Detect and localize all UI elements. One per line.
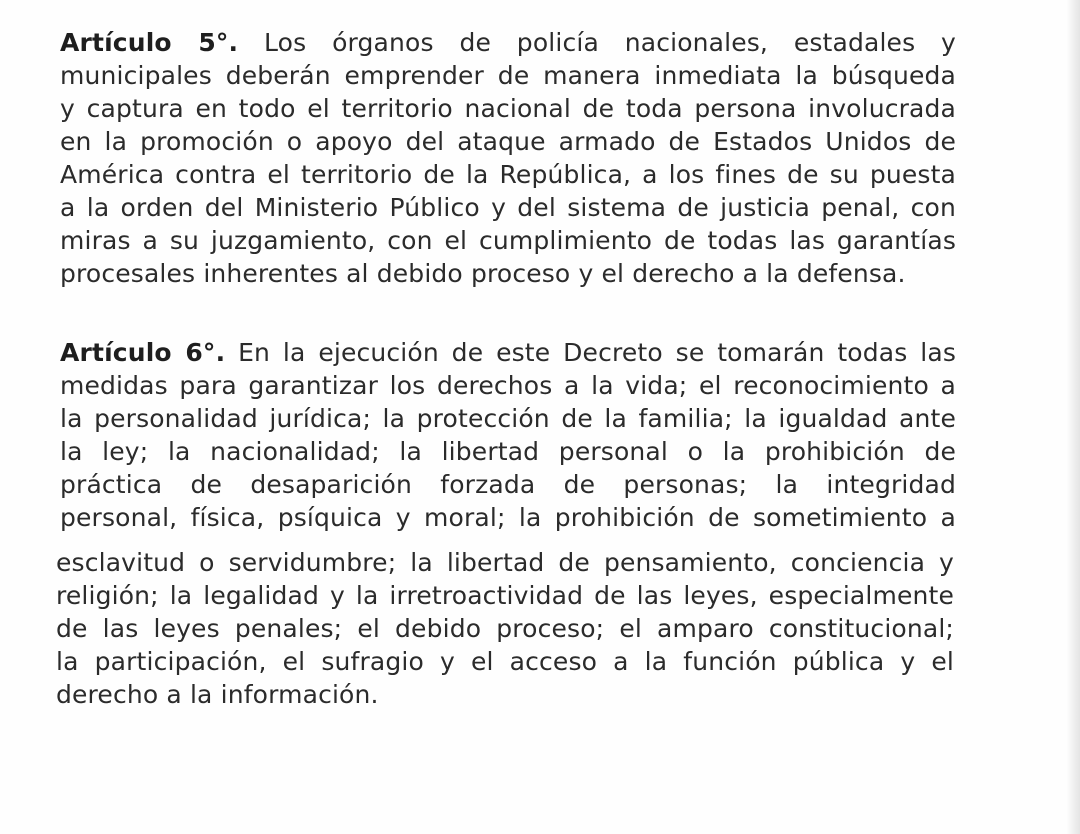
article-6-line: práctica de desaparición forzada de personas; la integridad	[60, 470, 956, 499]
article-6-line: personal, física, psíquica y moral; la prohibición de sometimiento a	[60, 503, 956, 532]
article-6-first-line-text: En la ejecución de este Decreto se tomarán todas las	[238, 338, 956, 367]
article-5-line: a la orden del Ministerio Público y del sistema de justicia penal, con	[60, 193, 956, 222]
article-5-line: en la promoción o apoyo del ataque armado de Estados Unidos de	[60, 127, 956, 156]
article-5-line: miras a su juzgamiento, con el cumplimiento de todas las garantías	[60, 226, 956, 255]
page-edge-shadow	[1066, 0, 1080, 834]
article-6-last-line: derecho a la información.	[56, 680, 379, 709]
article-6-line: medidas para garantizar los derechos a la vida; el reconocimiento a	[60, 371, 956, 400]
article-6-heading: Artículo 6°.	[60, 338, 226, 367]
article-6-line: la participación, el sufragio y el acceso a la función pública y el	[56, 647, 954, 676]
article-6-line: religión; la legalidad y la irretroactividad de las leyes, especialmente	[56, 581, 954, 610]
article-6-line: la personalidad jurídica; la protección de la familia; la igualdad ante	[60, 404, 956, 433]
article-5-line: municipales deberán emprender de manera inmediata la búsqueda	[60, 61, 956, 90]
article-6-line: la ley; la nacionalidad; la libertad personal o la prohibición de	[60, 437, 956, 466]
article-6-line: esclavitud o servidumbre; la libertad de pensamiento, conciencia y	[56, 548, 954, 577]
article-5-heading: Artículo 5°.	[60, 28, 239, 57]
article-5-first-line-text: Los órganos de policía nacionales, estadales y	[264, 28, 956, 57]
article-5-line: y captura en todo el territorio nacional de toda persona involucrada	[60, 94, 956, 123]
article-5-last-line: procesales inherentes al debido proceso y el derecho a la defensa.	[60, 259, 906, 288]
article-6-first-line	[60, 336, 956, 369]
article-5-line: América contra el territorio de la República, a los fines de su puesta	[60, 160, 956, 189]
article-6-line: de las leyes penales; el debido proceso; el amparo constitucional;	[56, 614, 954, 643]
article-5-first-line	[60, 26, 956, 59]
